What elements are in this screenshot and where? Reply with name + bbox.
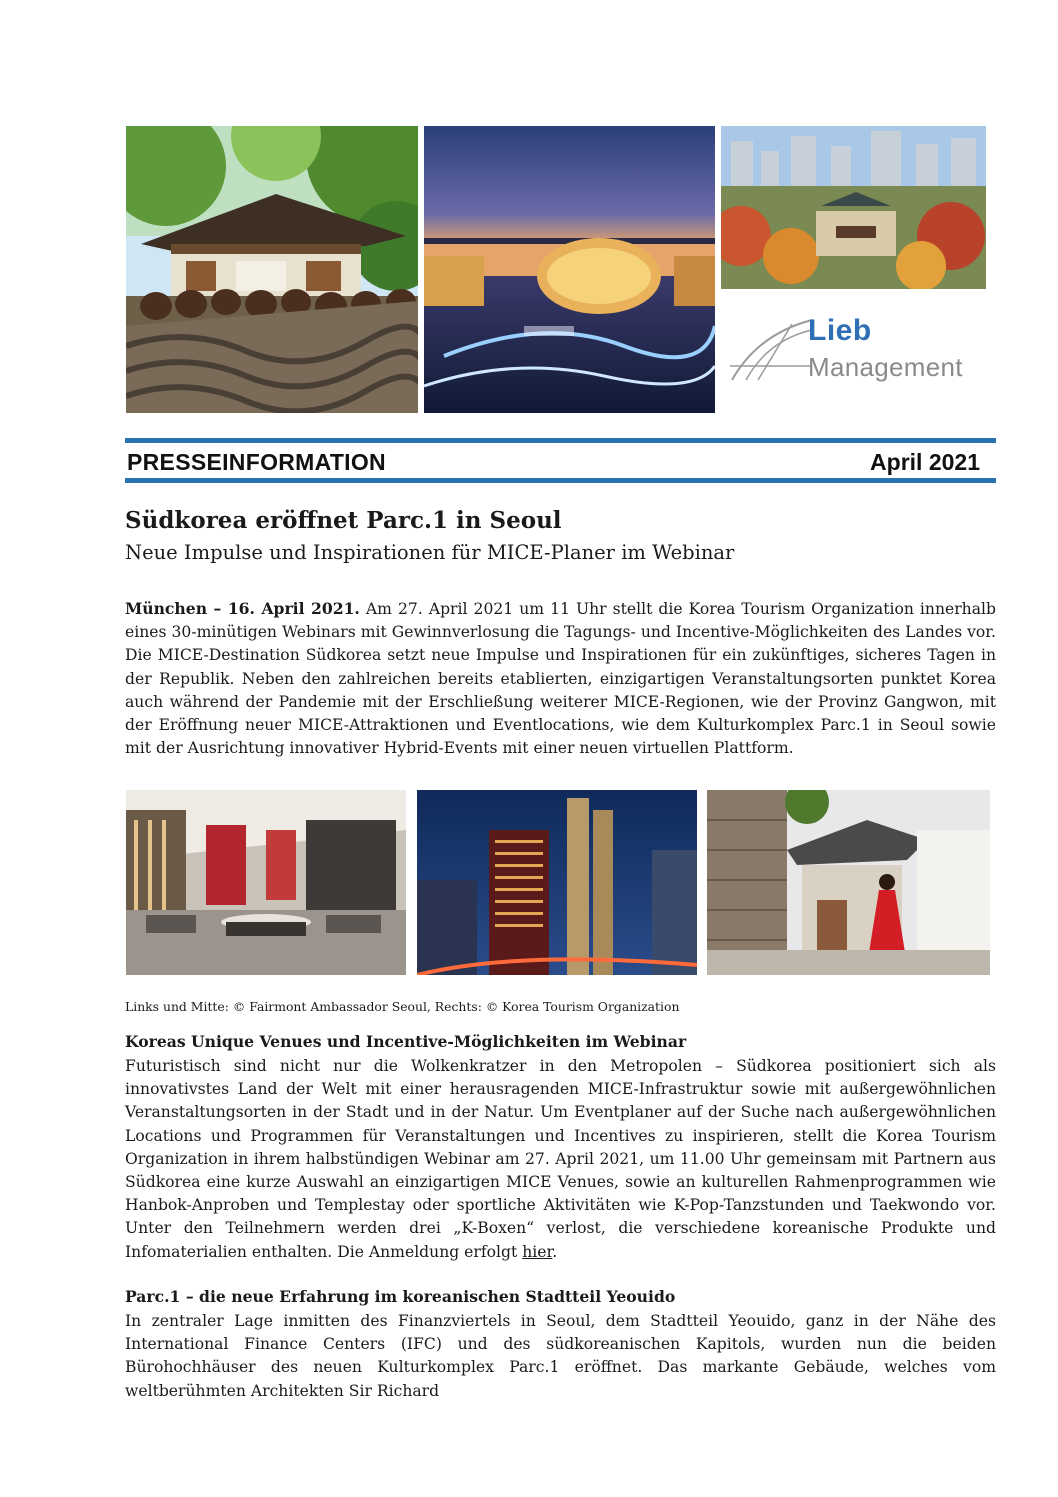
section2-paragraph: In zentraler Lage inmitten des Finanzviertels in Seoul, dem Stadtteil Yeouido, ganz in der Nähe des International Finance Centers (IFC) und des südkoreanischen Kapitols, wurden nun die beiden Bürohochhäuser des neuen Kulturkomplex Parc.1 eröffnet. Das markante Gebäude, welches vom weltberühmten Architekten Sir Richard	[125, 1312, 996, 1400]
dateline: München – 16. April 2021.	[125, 599, 360, 618]
photo-hanbok-street	[707, 790, 990, 975]
logo-brand: Lieb	[808, 314, 872, 347]
press-date: April 2021	[870, 449, 980, 475]
section1-title: Koreas Unique Venues und Incentive-Möglichkeiten im Webinar	[125, 1032, 687, 1051]
header-rule-bottom	[125, 478, 996, 483]
photo-night-waterfront	[424, 126, 715, 413]
intro-paragraph	[125, 597, 996, 760]
photo-hanok-temple	[126, 126, 418, 413]
photo-hotel-lobby	[126, 790, 406, 975]
intro-text: Am 27. April 2021 um 11 Uhr stellt die Korea Tourism Organization innerhalb eines 30-minütigen Webinars mit Gewinnverlosung die Tagungs- und Incentive-Möglichkeiten des Landes vor. Die MICE-Destination Südkorea setzt neue Impulse und Inspirationen für ein zukünftiges, sicheres Tagen in der Republik. Neben den zahlreichen bereits etablierten, einzigartigen Veranstaltungsorten punktet Korea auch während der Pandemie mit der Erschließung weiterer MICE-Regionen, wie der Provinz Gangwon, mit der Eröffnung neuer MICE-Attraktionen und Eventlocations, wie dem Kulturkomplex Parc.1 in Seoul sowie mit der Ausrichtung innovativer Hybrid-Events mit einer neuen virtuellen Plattform.	[125, 600, 996, 758]
logo-subtitle: Management	[808, 352, 963, 382]
logo-mark-icon	[728, 314, 814, 384]
photo-night-towers	[417, 790, 697, 975]
lieb-management-logo	[728, 312, 990, 388]
header-rule-top	[125, 438, 996, 443]
section1-end: .	[552, 1242, 558, 1261]
section1-paragraph	[125, 1055, 996, 1264]
image-caption: Links und Mitte: © Fairmont Ambassador Seoul, Rechts: © Korea Tourism Organization	[125, 999, 680, 1014]
press-label: PRESSEINFORMATION	[127, 449, 386, 475]
headline: Südkorea eröffnet Parc.1 in Seoul	[125, 507, 562, 534]
section2-title: Parc.1 – die neue Erfahrung im koreanischen Stadtteil Yeouido	[125, 1287, 676, 1306]
section1-text: Futuristisch sind nicht nur die Wolkenkratzer in den Metropolen – Südkorea positioniert sich als innovativstes Land der Welt mit einer herausragenden MICE-Infrastruktur sowie mit außergewöhnlichen Veranstaltungsorten in der Stadt und in der Natur. Um Eventplaner auf der Suche nach außergewöhnlichen Locations und Programmen für Veranstaltungen und Incentives zu inspirieren, stellt die Korea Tourism Organization in ihrem halbstündigen Webinar am 27. April 2021, um 11.00 Uhr gemeinsam mit Partnern aus Südkorea eine kurze Auswahl an einzigartigen MICE Venues, sowie an kulturellen Rahmenprogrammen wie Hanbok-Anproben und Templestay oder sportliche Aktivitäten wie K-Pop-Tanzstunden und Taekwondo vor. Unter den Teilnehmern werden drei „K-Boxen“ verlost, die verschiedene koreanische Produkte und Infomaterialien enthalten. Die Anmeldung erfolgt	[125, 1057, 996, 1261]
photo-palace-city	[721, 126, 986, 289]
registration-link[interactable]: hier	[522, 1242, 553, 1261]
subheadline: Neue Impulse und Inspirationen für MICE-Planer im Webinar	[125, 541, 735, 564]
